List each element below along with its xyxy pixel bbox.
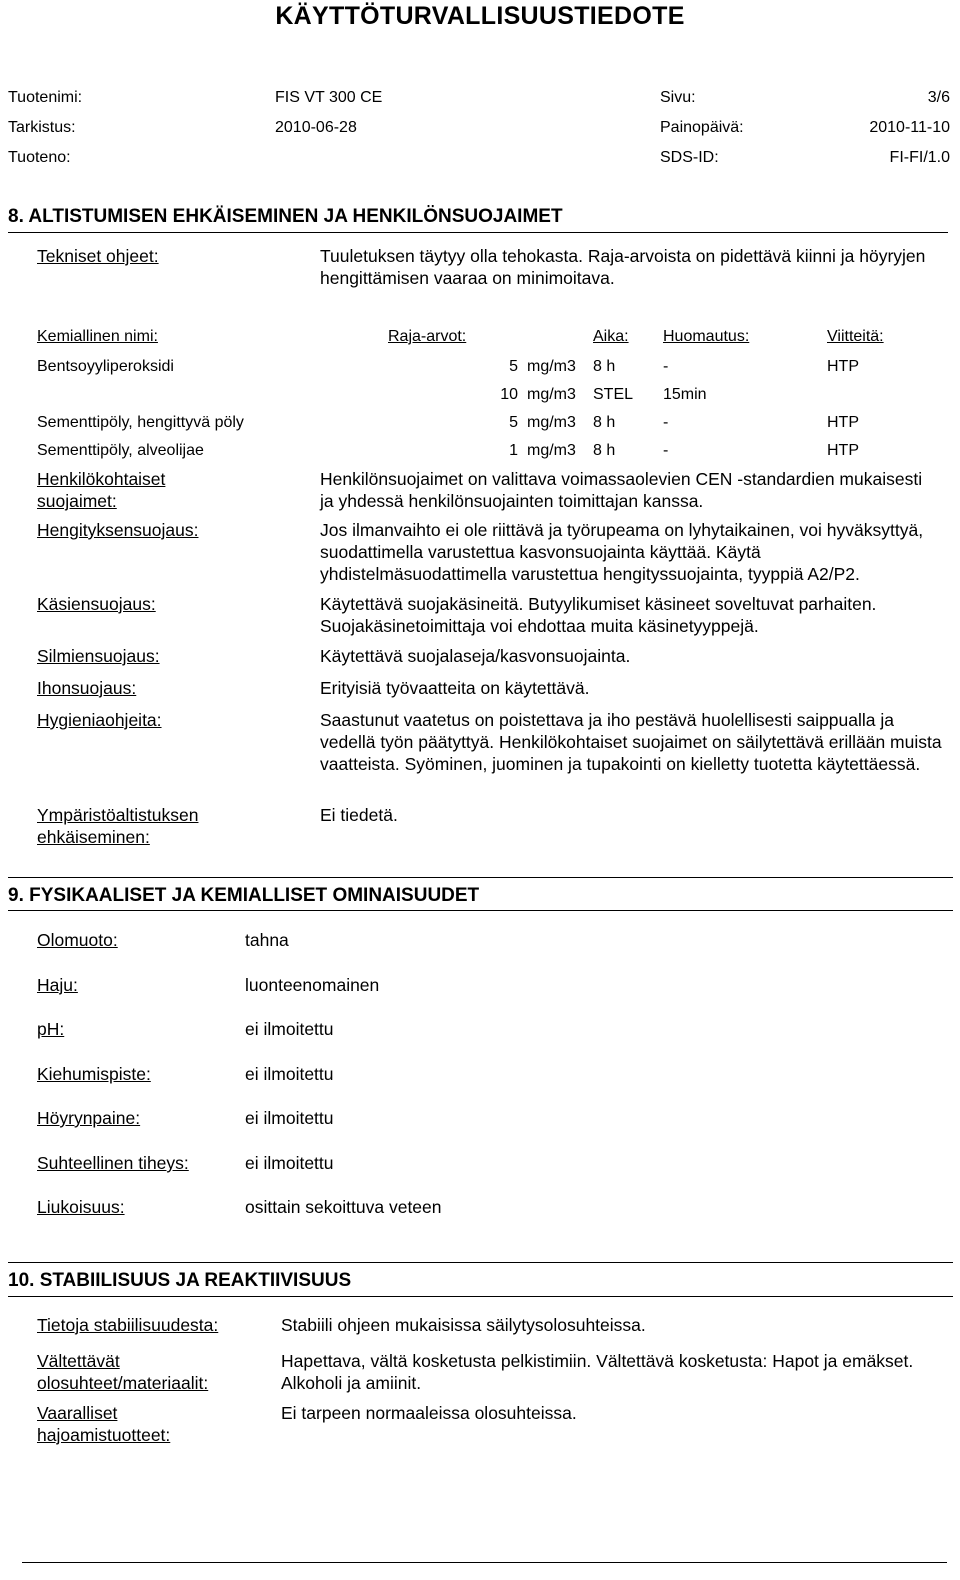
tech-text: Tuuletuksen täytyy olla tehokasta. Raja-arvoista on pidettävä kiinni ja höyryjen hengittämisen vaaraa on minimoitava. xyxy=(320,246,926,288)
respiratory-text: Jos ilmanvaihto ei ole riittävä ja työrupeama on lyhytaikainen, voi hyväksyttyä, suodattimella varustettua kasvonsuojainta käyttää. Käytä yhdistelmäsuodattimella varustettua hengityssuojainta, tyyppiä A2/P2. xyxy=(320,520,924,584)
section-10-rule-top xyxy=(8,1262,953,1263)
table-row-value: 5 xyxy=(509,358,518,375)
table-row-name: Sementtipöly, hengittyvä pöly xyxy=(37,414,244,431)
table-row-note: 15min xyxy=(663,386,707,403)
property-value: ei ilmoitettu xyxy=(245,1153,334,1173)
sds-id: FI-FI/1.0 xyxy=(889,149,950,166)
table-row-time: 8 h xyxy=(593,442,616,459)
decomposition-text: Ei tarpeen normaaleissa olosuhteissa. xyxy=(281,1403,577,1423)
table-row-value: 5 xyxy=(509,414,518,431)
section-9-heading: 9. FYSIKAALISET JA KEMIALLISET OMINAISUUDET xyxy=(8,885,480,906)
decomposition-label: Vaaralliset hajoamistuotteet: xyxy=(37,1403,171,1445)
property-label: Liukoisuus: xyxy=(37,1197,125,1217)
stability-label: Tietoja stabiilisuudesta: xyxy=(37,1315,219,1335)
section-10-heading: 10. STABIILISUUS JA REAKTIIVISUUS xyxy=(8,1270,352,1291)
property-label: pH: xyxy=(37,1019,65,1039)
section-8-rule xyxy=(8,232,948,233)
section-9-rule-top xyxy=(8,877,953,878)
skin-label: Ihonsuojaus: xyxy=(37,678,137,698)
sds-label: SDS-ID: xyxy=(660,149,719,166)
col-header-time: Aika: xyxy=(593,328,629,345)
table-row-ref: HTP xyxy=(827,442,859,459)
table-row-unit: mg/m3 xyxy=(527,442,576,459)
avoid-text: Hapettava, vältä kosketusta pelkistimiin. Vältettävä kosketusta: Hapot ja emäkset. Alkoholi ja amiinit. xyxy=(281,1351,914,1393)
table-row-unit: mg/m3 xyxy=(527,386,576,403)
review-date: 2010-06-28 xyxy=(275,119,357,136)
page-label: Sivu: xyxy=(660,89,696,106)
table-row-name: Sementtipöly, alveolijae xyxy=(37,442,204,459)
product-no-label: Tuoteno: xyxy=(8,149,71,166)
product-name-label: Tuotenimi: xyxy=(8,89,83,106)
col-header-chemical: Kemiallinen nimi: xyxy=(37,328,158,345)
table-row-unit: mg/m3 xyxy=(527,358,576,375)
avoid-label: Vältettävät olosuhteet/materiaalit: xyxy=(37,1351,209,1393)
property-label: Kiehumispiste: xyxy=(37,1064,151,1084)
environment-label: Ympäristöaltistuksen ehkäiseminen: xyxy=(37,805,199,847)
ppe-label: Henkilökohtaiset suojaimet: xyxy=(37,469,166,511)
property-label: Olomuoto: xyxy=(37,930,118,950)
section-9-rule xyxy=(8,910,953,911)
hand-label: Käsiensuojaus: xyxy=(37,594,156,614)
section-10-rule xyxy=(8,1296,953,1297)
tech-label: Tekniset ohjeet: xyxy=(37,246,159,266)
table-row-note: - xyxy=(663,442,669,459)
table-row-time: 8 h xyxy=(593,414,616,431)
property-value: ei ilmoitettu xyxy=(245,1064,334,1084)
property-label: Suhteellinen tiheys: xyxy=(37,1153,189,1173)
ppe-text: Henkilönsuojaimet on valittava voimassaolevien CEN -standardien mukaisesti ja yhdessä henkilönsuojainten toimittajan kanssa. xyxy=(320,469,923,511)
property-label: Höyrynpaine: xyxy=(37,1108,141,1128)
hand-text: Käytettävä suojakäsineitä. Butyylikumiset käsineet soveltuvat parhaiten. Suojakäsinetoimittaja voi ehdottaa muita käsinetyyppejä. xyxy=(320,594,877,636)
col-header-limit: Raja-arvot: xyxy=(388,328,467,345)
footer-rule xyxy=(22,1562,947,1563)
table-row-unit: mg/m3 xyxy=(527,414,576,431)
table-row-value: 1 xyxy=(509,442,518,459)
product-name: FIS VT 300 CE xyxy=(275,89,383,106)
table-row-name: Bentsoyyliperoksidi xyxy=(37,358,174,375)
col-header-ref: Viitteitä: xyxy=(827,328,884,345)
col-header-note: Huomautus: xyxy=(663,328,750,345)
table-row-time: STEL xyxy=(593,386,634,403)
property-label: Haju: xyxy=(37,975,78,995)
print-date: 2010-11-10 xyxy=(869,119,950,136)
review-label: Tarkistus: xyxy=(8,119,76,136)
print-label: Painopäivä: xyxy=(660,119,744,136)
property-value: ei ilmoitettu xyxy=(245,1019,334,1039)
table-row-value: 10 xyxy=(500,386,518,403)
page-number: 3/6 xyxy=(927,89,950,106)
property-value: luonteenomainen xyxy=(245,975,380,995)
stability-text: Stabiili ohjeen mukaisissa säilytysolosuhteissa. xyxy=(281,1315,646,1335)
table-row-note: - xyxy=(663,358,669,375)
property-value: ei ilmoitettu xyxy=(245,1108,334,1128)
table-row-ref: HTP xyxy=(827,358,859,375)
skin-text: Erityisiä työvaatteita on käytettävä. xyxy=(320,678,590,698)
respiratory-label: Hengityksensuojaus: xyxy=(37,520,199,540)
environment-text: Ei tiedetä. xyxy=(320,805,398,825)
section-8-heading: 8. ALTISTUMISEN EHKÄISEMINEN JA HENKILÖNSUOJAIMET xyxy=(8,206,563,227)
table-row-time: 8 h xyxy=(593,358,616,375)
property-value: osittain sekoittuva veteen xyxy=(245,1197,442,1217)
document-title: KÄYTTÖTURVALLISUUSTIEDOTE xyxy=(275,2,685,30)
hygiene-text: Saastunut vaatetus on poistettava ja iho pestävä huolellisesti saippualla ja vedellä työn päätyttyä. Henkilökohtaiset suojaimet on säilytettävä erillään muista vaatteista. Syöminen, juominen ja tupakointi on kielletty tuotetta käytettäessä. xyxy=(320,710,942,774)
table-row-ref: HTP xyxy=(827,414,859,431)
hygiene-label: Hygieniaohjeita: xyxy=(37,710,162,730)
table-row-note: - xyxy=(663,414,669,431)
eye-text: Käytettävä suojalaseja/kasvonsuojainta. xyxy=(320,646,631,666)
eye-label: Silmiensuojaus: xyxy=(37,646,160,666)
property-value: tahna xyxy=(245,930,289,950)
